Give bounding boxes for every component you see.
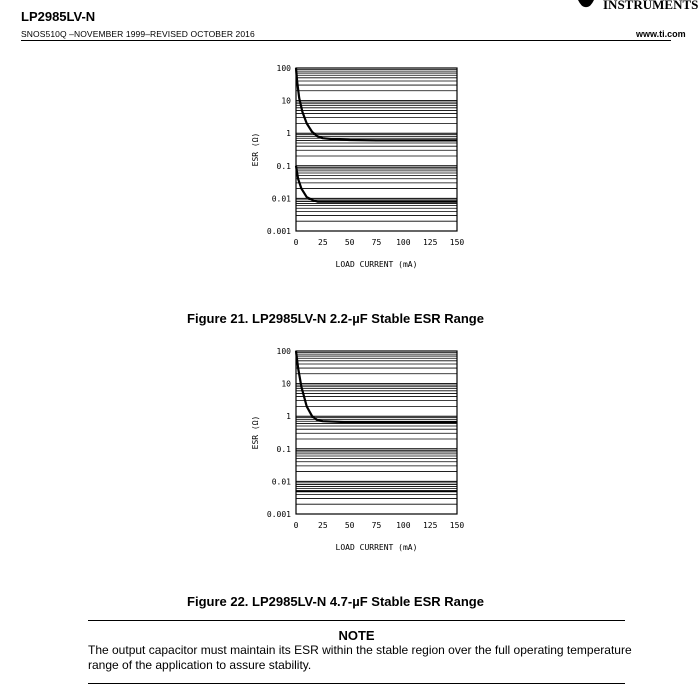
y-axis-label: ESR (Ω): [251, 132, 260, 167]
note-title: NOTE: [338, 628, 375, 643]
y-tick-label: 100: [276, 64, 291, 73]
figure-22-caption: Figure 22. LP2985LV-N 4.7-µF Stable ESR Range: [187, 594, 484, 609]
x-tick-label: 150: [449, 238, 465, 247]
x-axis-label: LOAD CURRENT (mA): [335, 260, 418, 269]
revision-line: SNOS510Q –NOVEMBER 1999–REVISED OCTOBER 2016: [21, 29, 255, 39]
x-tick-label: 75: [371, 238, 382, 247]
y-tick-label: 1: [286, 129, 291, 139]
ti-logo-icon: [578, 0, 594, 8]
note-rule-bottom: [88, 683, 625, 684]
grid: [296, 351, 457, 514]
plot-frame: [296, 68, 457, 231]
y-tick-label: 10: [281, 379, 291, 389]
y-tick-label: 0.001: [266, 510, 291, 519]
x-tick-label: 100: [396, 238, 411, 247]
x-tick-label: 100: [396, 521, 411, 530]
y-tick-label: 0.001: [266, 227, 291, 236]
x-axis-label: LOAD CURRENT (mA): [335, 543, 418, 552]
note-text: The output capacitor must maintain its ESR within the stable region over the full operating temperature range of the application to assure stability.: [88, 643, 632, 672]
figure-21-caption: Figure 21. LP2985LV-N 2.2-µF Stable ESR Range: [187, 311, 484, 326]
document-title: LP2985LV-N: [21, 9, 96, 24]
x-tick-label: 75: [371, 521, 382, 530]
website-link[interactable]: www.ti.com: [636, 29, 686, 39]
y-tick-label: 1: [286, 412, 291, 422]
x-tick-label: 0: [293, 238, 299, 247]
x-tick-label: 125: [422, 521, 438, 530]
plot-frame: [296, 351, 457, 514]
esr-curve-1: [296, 68, 457, 140]
grid: [296, 68, 457, 231]
y-tick-label: 10: [281, 96, 291, 106]
y-axis-label: ESR (Ω): [251, 415, 260, 450]
y-tick-label: 0.1: [276, 161, 291, 171]
brand-name: INSTRUMENTS: [603, 0, 698, 12]
x-tick-label: 25: [318, 238, 328, 247]
x-tick-label: 125: [422, 238, 438, 247]
header-rule: [21, 40, 671, 41]
note-rule-top: [88, 620, 625, 621]
y-tick-label: 0.01: [271, 194, 291, 204]
esr-chart-figure-21: [0, 60, 671, 275]
x-tick-label: 50: [344, 238, 355, 247]
x-tick-label: 50: [344, 521, 355, 530]
x-tick-label: 0: [293, 521, 299, 530]
y-tick-label: 0.1: [276, 444, 291, 454]
y-tick-label: 0.01: [271, 477, 291, 487]
y-tick-label: 100: [276, 347, 291, 356]
esr-chart-figure-22: [0, 343, 671, 558]
x-tick-label: 150: [449, 521, 465, 530]
x-tick-label: 25: [318, 521, 328, 530]
